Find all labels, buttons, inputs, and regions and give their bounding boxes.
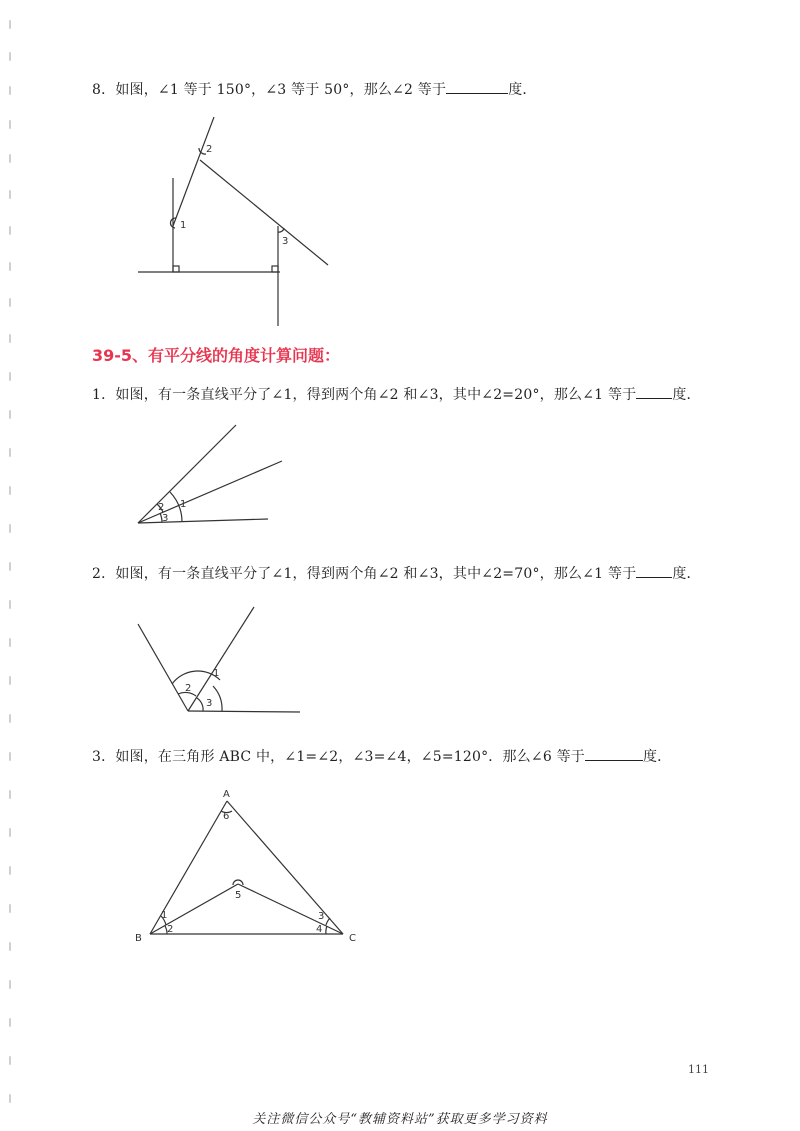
question-number: 2． <box>92 566 116 582</box>
angle-label: 3 <box>206 698 213 709</box>
question-unit: 度． <box>672 387 701 403</box>
angle-label: 3 <box>282 236 289 247</box>
question-number: 8． <box>92 82 116 98</box>
angle-arc <box>326 918 330 925</box>
angle-label: 6 <box>223 811 230 822</box>
angle-label: 3 <box>162 513 169 524</box>
vertex-label: A <box>223 789 230 800</box>
angle-label: 1 <box>213 668 220 679</box>
angle-label: 1 <box>180 220 187 231</box>
question-unit: 度． <box>642 749 672 765</box>
question-unit: 度． <box>672 566 701 582</box>
bisector-b <box>150 884 238 934</box>
question-text: 如图，在三角形 ABC 中，∠1=∠2，∠3=∠4，∠5=120°．那么∠6 等于 <box>115 749 585 765</box>
angle-label: 3 <box>318 911 325 922</box>
footer-note: 关注微信公众号“教辅资料站”获取更多学习资料 <box>252 1112 548 1127</box>
angle-label: 2 <box>206 144 213 155</box>
question-text: 如图，有一条直线平分了∠1，得到两个角∠2 和∠3，其中∠2=70°，那么∠1 等于 <box>115 566 637 582</box>
question-text: 如图，∠1 等于 150°，∠3 等于 50°，那么∠2 等于 <box>115 82 447 98</box>
angle-label: 1 <box>161 910 168 921</box>
page-number: 111 <box>688 1063 709 1076</box>
angle-label: 2 <box>167 924 174 935</box>
angle-label: 4 <box>316 924 323 935</box>
angle-label: 2 <box>185 683 192 694</box>
vertex-label: C <box>349 933 356 944</box>
question-number: 1． <box>92 387 116 403</box>
triangle-side-ac <box>227 801 343 934</box>
angle-label: 2 <box>158 502 165 513</box>
question-number: 3． <box>92 749 116 765</box>
angle-arc <box>326 926 327 934</box>
section-heading: 39-5、有平分线的角度计算问题： <box>92 346 341 365</box>
angle-label: 1 <box>180 499 187 510</box>
vertex-label: B <box>135 933 142 944</box>
question-text: 如图，有一条直线平分了∠1，得到两个角∠2 和∠3，其中∠2=20°，那么∠1 等于 <box>115 387 637 403</box>
angle-label: 5 <box>235 890 242 901</box>
question-unit: 度． <box>508 82 537 98</box>
